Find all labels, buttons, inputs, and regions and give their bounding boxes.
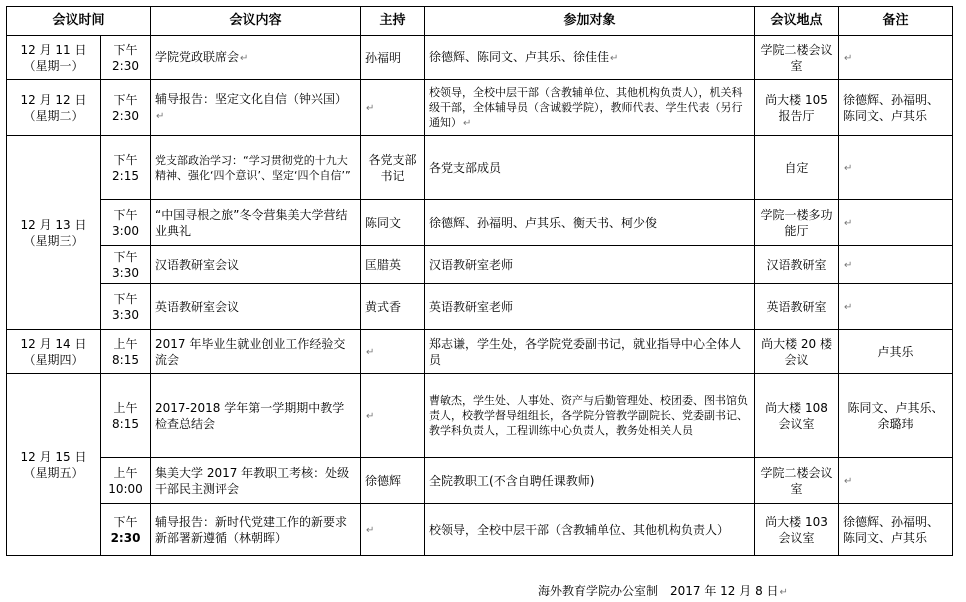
host-cell bbox=[361, 374, 425, 458]
date-cell: 12 月 14 日 （星期四） bbox=[7, 330, 101, 374]
note-cell bbox=[839, 200, 953, 246]
location-cell: 尚大楼 103 会议室 bbox=[755, 504, 839, 556]
header-location: 会议地点 bbox=[755, 7, 839, 36]
content-cell: 学院党政联席会 ↵ bbox=[151, 36, 361, 80]
attendees-cell: 郑志谦，学生处，各学院党委副书记，就业指导中心全体人员 bbox=[425, 330, 755, 374]
host-cell: 徐德辉 bbox=[361, 458, 425, 504]
content-cell: 辅导报告：新时代党建工作的新要求新部署新遵循（林朝晖） bbox=[151, 504, 361, 556]
table-row bbox=[7, 136, 953, 200]
location-cell: 英语教研室 bbox=[755, 284, 839, 330]
time-cell: 下午 3:30 bbox=[101, 246, 151, 284]
content-cell: 党支部政治学习：“学习贯彻党的十九大精神、强化‘四个意识’、坚定‘四个自信’” bbox=[151, 136, 361, 200]
header-row bbox=[7, 7, 953, 36]
header-host: 主持 bbox=[361, 7, 425, 36]
date-cell: 12 月 13 日 （星期三） bbox=[7, 136, 101, 330]
location-cell: 学院二楼会议室 bbox=[755, 36, 839, 80]
location-cell: 学院一楼多功能厅 bbox=[755, 200, 839, 246]
table-row bbox=[7, 80, 953, 136]
header-attendees: 参加对象 bbox=[425, 7, 755, 36]
table-row bbox=[7, 284, 953, 330]
date-cell: 12 月 15 日 （星期五） bbox=[7, 374, 101, 556]
meeting-schedule-table bbox=[6, 6, 953, 556]
host-cell: 陈同文 bbox=[361, 200, 425, 246]
attendees-cell: 徐德辉、陈同文、卢其乐、徐佳佳 ↵ bbox=[425, 36, 755, 80]
time-cell: 上午 8:15 bbox=[101, 374, 151, 458]
time-cell: 下午 2:30 bbox=[101, 36, 151, 80]
content-cell: 辅导报告：坚定文化自信（钟兴国） ↵ bbox=[151, 80, 361, 136]
note-cell bbox=[839, 246, 953, 284]
time-cell: 下午 3:30 bbox=[101, 284, 151, 330]
location-cell: 尚大楼 20 楼会议 bbox=[755, 330, 839, 374]
host-cell bbox=[361, 80, 425, 136]
attendees-cell: 徐德辉、孙福明、卢其乐、衡天书、柯少俊 bbox=[425, 200, 755, 246]
location-cell: 自定 bbox=[755, 136, 839, 200]
host-cell: 孙福明 bbox=[361, 36, 425, 80]
note-cell: 陈同文、卢其乐、余璐玮 bbox=[839, 374, 953, 458]
attendees-cell: 校领导，全校中层干部（含教辅单位、其他机构负责人） bbox=[425, 504, 755, 556]
location-cell: 学院二楼会议室 bbox=[755, 458, 839, 504]
header-note: 备注 bbox=[839, 7, 953, 36]
attendees-cell: 各党支部成员 bbox=[425, 136, 755, 200]
content-cell: 2017 年毕业生就业创业工作经验交流会 bbox=[151, 330, 361, 374]
content-cell: “中国寻根之旅”冬令营集美大学营结业典礼 bbox=[151, 200, 361, 246]
attendees-cell: 全院教职工(不含自聘任课教师) bbox=[425, 458, 755, 504]
note-cell bbox=[839, 284, 953, 330]
time-cell: 下午 3:00 bbox=[101, 200, 151, 246]
host-cell: 各党支部书记 bbox=[361, 136, 425, 200]
location-cell: 汉语教研室 bbox=[755, 246, 839, 284]
time-cell: 下午 2:15 bbox=[101, 136, 151, 200]
time-cell: 下午 2:30 bbox=[101, 504, 151, 556]
date-cell: 12 月 11 日 （星期一） bbox=[7, 36, 101, 80]
attendees-cell: 英语教研室老师 bbox=[425, 284, 755, 330]
table-row bbox=[7, 374, 953, 458]
table-row bbox=[7, 504, 953, 556]
content-cell: 集美大学 2017 年教职工考核：处级干部民主测评会 bbox=[151, 458, 361, 504]
note-cell: 卢其乐 bbox=[839, 330, 953, 374]
host-cell: 匡腊英 bbox=[361, 246, 425, 284]
table-row bbox=[7, 330, 953, 374]
attendees-cell: 汉语教研室老师 bbox=[425, 246, 755, 284]
host-cell bbox=[361, 504, 425, 556]
host-cell bbox=[361, 330, 425, 374]
table-row bbox=[7, 36, 953, 80]
table-row bbox=[7, 458, 953, 504]
note-cell: 徐德辉、孙福明、陈同文、卢其乐 bbox=[839, 504, 953, 556]
table-row bbox=[7, 246, 953, 284]
attendees-cell: 曹敏杰，学生处、人事处、资产与后勤管理处、校团委、图书馆负责人，校教学督导组组长，各学院分管教学副院长、党委副书记、教学科负责人，工程训练中心负责人，教务处相关人员 bbox=[425, 374, 755, 458]
host-cell: 黄式香 bbox=[361, 284, 425, 330]
content-cell: 英语教研室会议 bbox=[151, 284, 361, 330]
attendees-cell: 校领导，全校中层干部（含教辅单位、其他机构负责人），机关科级干部，全体辅导员（含诚毅学院），教师代表、学生代表（另行通知） ↵ bbox=[425, 80, 755, 136]
date-cell: 12 月 12 日 （星期二） bbox=[7, 80, 101, 136]
header-time: 会议时间 bbox=[7, 7, 151, 36]
time-cell: 下午 2:30 bbox=[101, 80, 151, 136]
table-row bbox=[7, 200, 953, 246]
content-cell: 汉语教研室会议 bbox=[151, 246, 361, 284]
note-cell bbox=[839, 136, 953, 200]
content-cell: 2017-2018 学年第一学期期中教学检查总结会 bbox=[151, 374, 361, 458]
note-cell bbox=[839, 36, 953, 80]
location-cell: 尚大楼 105 报告厅 bbox=[755, 80, 839, 136]
time-cell: 上午 10:00 bbox=[101, 458, 151, 504]
header-content: 会议内容 bbox=[151, 7, 361, 36]
time-cell: 上午 8:15 bbox=[101, 330, 151, 374]
footer-signature: 海外教育学院办公室制 2017 年 12 月 8 日 ↵ bbox=[538, 582, 788, 599]
note-cell bbox=[839, 458, 953, 504]
note-cell: 徐德辉、孙福明、陈同文、卢其乐 bbox=[839, 80, 953, 136]
location-cell: 尚大楼 108 会议室 bbox=[755, 374, 839, 458]
